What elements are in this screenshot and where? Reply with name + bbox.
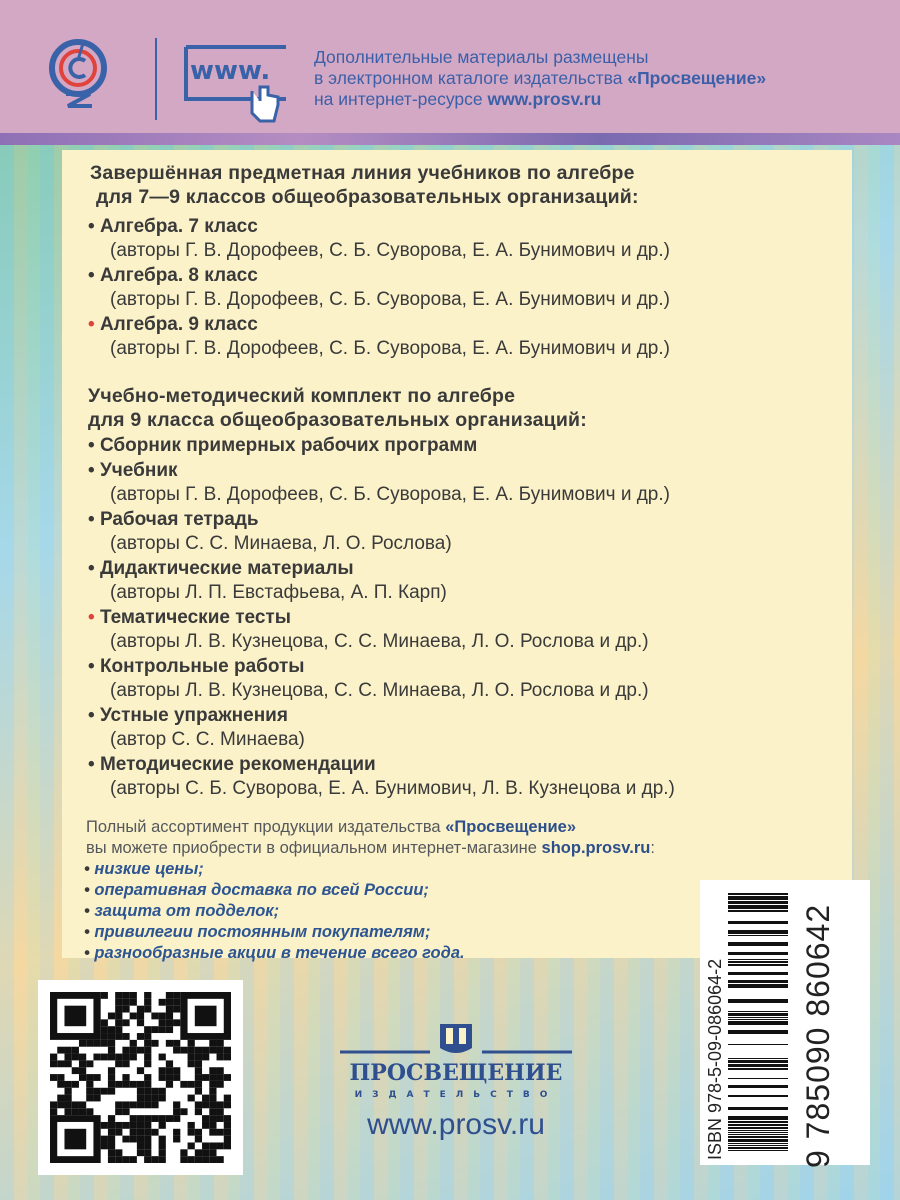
kit-item-title: • Устные упражнения [88, 705, 288, 727]
kit-item-authors: (авторы С. С. Минаева, Л. О. Рослова) [110, 533, 452, 554]
advantage-item: • защита от подделок; [84, 902, 279, 921]
kit-item-title: • Рабочая тетрадь [88, 509, 259, 531]
advantage-item: • разнообразные акции в течение всего года. [84, 944, 465, 963]
additional-materials-note [314, 47, 766, 110]
shop-link[interactable]: shop.prosv.ru [541, 839, 651, 857]
barcode [728, 893, 788, 1153]
advantage-item: • низкие цены; [84, 860, 204, 879]
kit-item-title: • Учебник [88, 460, 178, 482]
advantage-item: • оперативная доставка по всей России; [84, 881, 429, 900]
qr-code-pattern [50, 992, 231, 1163]
book-title: • Алгебра. 8 класс [88, 265, 258, 287]
section2-heading: для 9 класса общеобразовательных организаций: [88, 409, 587, 431]
publisher-name-bold: «Просвещение» [627, 68, 767, 88]
qr-code[interactable] [38, 980, 243, 1175]
publisher-logo-icon [340, 1018, 572, 1058]
publisher-subtitle: ИЗДАТЕЛЬСТВО [354, 1090, 558, 1100]
www-click-icon [182, 43, 292, 123]
note-line [314, 68, 766, 89]
kit-item-authors: (авторы С. Б. Суворова, Е. А. Бунимович, Л. В. Кузнецова и др.) [110, 778, 675, 799]
kit-item-authors: (авторы Л. В. Кузнецова, С. С. Минаева, Л. О. Рослова и др.) [110, 631, 649, 652]
publisher-url[interactable]: www.prosv.ru [367, 1108, 545, 1141]
isbn-number: ISBN 978-5-09-086064-2 [705, 958, 725, 1160]
note-text: в электронном каталоге издательства [314, 68, 628, 88]
copyright-catalog-icon [48, 38, 108, 110]
shop-publisher-bold: «Просвещение» [445, 818, 577, 836]
book-authors: (авторы Г. В. Дорофеев, С. Б. Суворова, Е. А. Бунимович и др.) [110, 338, 670, 359]
book-authors: (авторы Г. В. Дорофеев, С. Б. Суворова, Е. А. Бунимович и др.) [110, 240, 670, 261]
shop-text [86, 818, 576, 837]
barcode-digits: 9 785090 860642 [800, 903, 836, 1168]
shop-text [86, 839, 655, 858]
kit-item-authors: (авторы Л. П. Евстафьева, А. П. Карп) [110, 582, 447, 603]
advantage-item: • привилегии постоянным покупателям; [84, 923, 431, 942]
book-title: • Алгебра. 9 класс [88, 314, 258, 336]
section1-heading: Завершённая предметная линия учебников по алгебре [90, 162, 635, 184]
section1-heading: для 7—9 классов общеобразовательных организаций: [96, 186, 639, 208]
kit-item-title: • Методические рекомендации [88, 754, 376, 776]
publisher-name: ПРОСВЕЩЕНИЕ [349, 1060, 563, 1086]
note-text: на интернет-ресурсе [314, 89, 488, 109]
www-label: www. [190, 56, 271, 86]
kit-item-title: • Тематические тесты [88, 607, 291, 629]
top-strip [0, 133, 900, 145]
shop-text-part: Полный ассортимент продукции издательства [86, 818, 446, 836]
kit-item-authors: (автор С. С. Минаева) [110, 729, 305, 750]
kit-item-authors: (авторы Г. В. Дорофеев, С. Б. Суворова, Е. А. Бунимович и др.) [110, 484, 670, 505]
kit-item-title: • Сборник примерных рабочих программ [88, 435, 477, 457]
note-line [314, 89, 766, 110]
book-title: • Алгебра. 7 класс [88, 216, 258, 238]
shop-text-part: вы можете приобрести в официальном интернет-магазине [86, 839, 542, 857]
kit-item-authors: (авторы Л. В. Кузнецова, С. С. Минаева, Л. О. Рослова и др.) [110, 680, 649, 701]
section2-heading: Учебно-методический комплект по алгебре [88, 385, 516, 407]
prosv-link[interactable]: www.prosv.ru [487, 89, 602, 109]
note-line: Дополнительные материалы размещены [314, 47, 649, 67]
shop-text-part: : [650, 839, 655, 857]
book-authors: (авторы Г. В. Дорофеев, С. Б. Суворова, Е. А. Бунимович и др.) [110, 289, 670, 310]
divider [155, 38, 157, 120]
kit-item-title: • Дидактические материалы [88, 558, 354, 580]
kit-item-title: • Контрольные работы [88, 656, 305, 678]
